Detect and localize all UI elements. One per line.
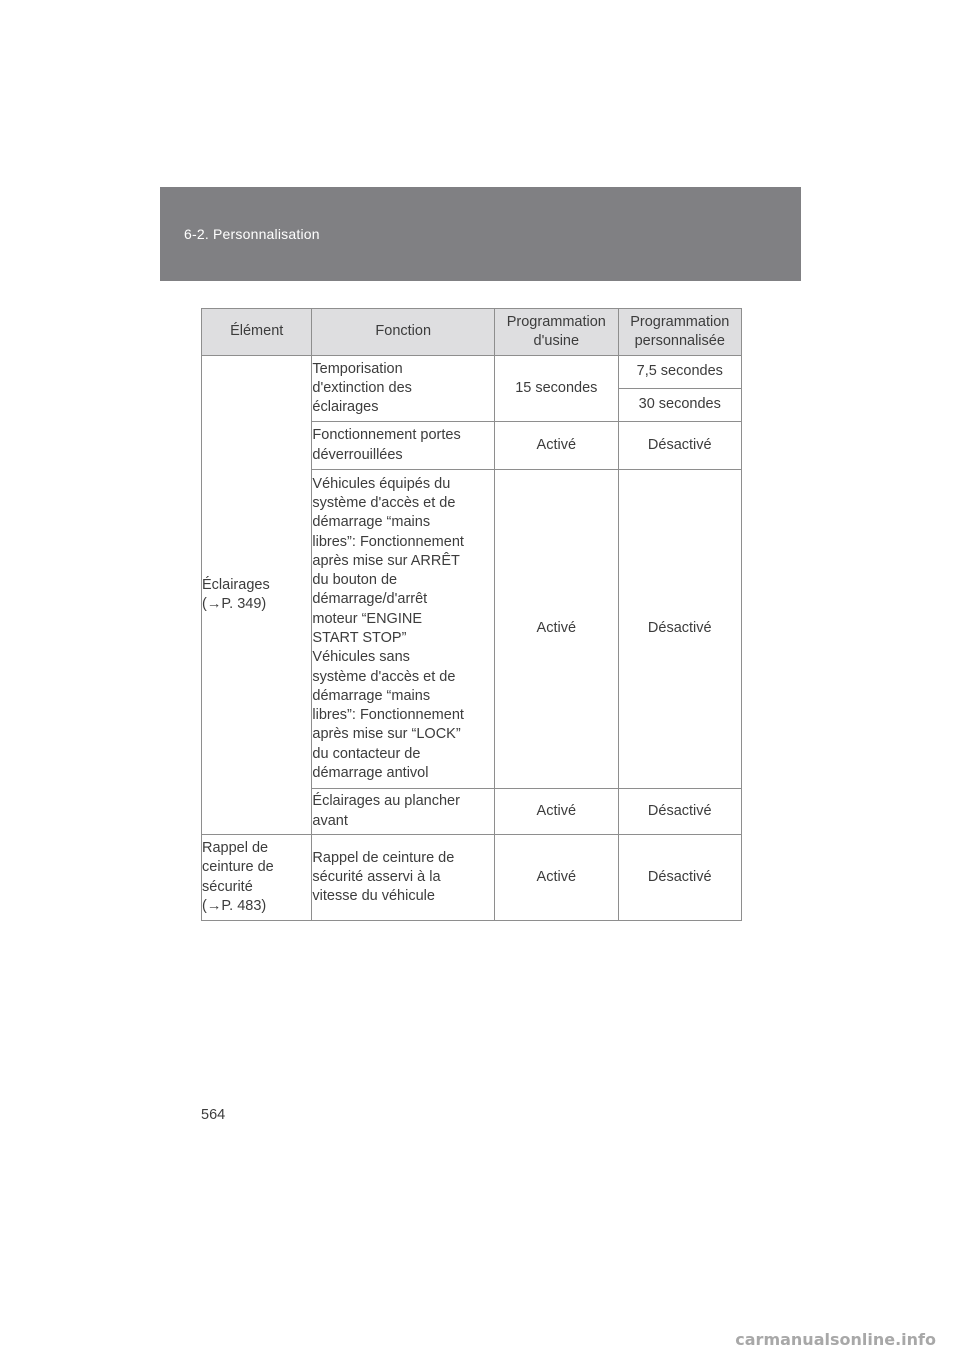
custom-value-cell: 30 secondes xyxy=(618,389,741,422)
function-cell: Fonctionnement portes déverrouillées xyxy=(312,422,495,470)
section-header-band xyxy=(160,187,801,281)
custom-value-cell: 7,5 secondes xyxy=(618,356,741,389)
custom-value-cell: Désactivé xyxy=(618,470,741,789)
column-header-function: Fonction xyxy=(312,309,495,356)
table-row xyxy=(202,356,742,389)
factory-value-cell: Activé xyxy=(495,835,618,921)
page-number: 564 xyxy=(201,1107,226,1123)
item-cell-lighting: Éclairages (→P. 349) xyxy=(202,356,312,835)
function-cell: Temporisation d'extinction des éclairages xyxy=(312,356,495,422)
column-header-custom-setting: Programmation personnalisée xyxy=(618,309,741,356)
custom-value-cell: Désactivé xyxy=(618,789,741,835)
function-cell: Éclairages au plancher avant xyxy=(312,789,495,835)
watermark-text: carmanualsonline.info xyxy=(735,1330,936,1349)
factory-value-cell: Activé xyxy=(495,470,618,789)
item-cell-seatbelt-reminder: Rappel de ceinture de sécurité (→P. 483) xyxy=(202,835,312,921)
factory-value-cell: Activé xyxy=(495,789,618,835)
table-header-row xyxy=(202,309,742,356)
custom-value-cell: Désactivé xyxy=(618,422,741,470)
table-row xyxy=(202,835,742,921)
customization-table xyxy=(201,308,742,921)
section-title: 6-2. Personnalisation xyxy=(184,226,320,242)
factory-value-cell: Activé xyxy=(495,422,618,470)
function-cell: Véhicules équipés du système d'accès et de démarrage “mains libres”: Fonctionnement après mise sur ARRÊT du bouton de démarrage/d'arrêt moteur “ENGINE START STOP” Véhicules sans système d'accès et de démarrage “mains libres”: Fonctionnement après mise sur “LOCK” du contacteur de démarrage antivol xyxy=(312,470,495,789)
factory-value-cell: 15 secondes xyxy=(495,356,618,422)
column-header-factory-setting: Programmation d'usine xyxy=(495,309,618,356)
custom-value-cell: Désactivé xyxy=(618,835,741,921)
column-header-element: Élément xyxy=(202,309,312,356)
function-cell: Rappel de ceinture de sécurité asservi à la vitesse du véhicule xyxy=(312,835,495,921)
